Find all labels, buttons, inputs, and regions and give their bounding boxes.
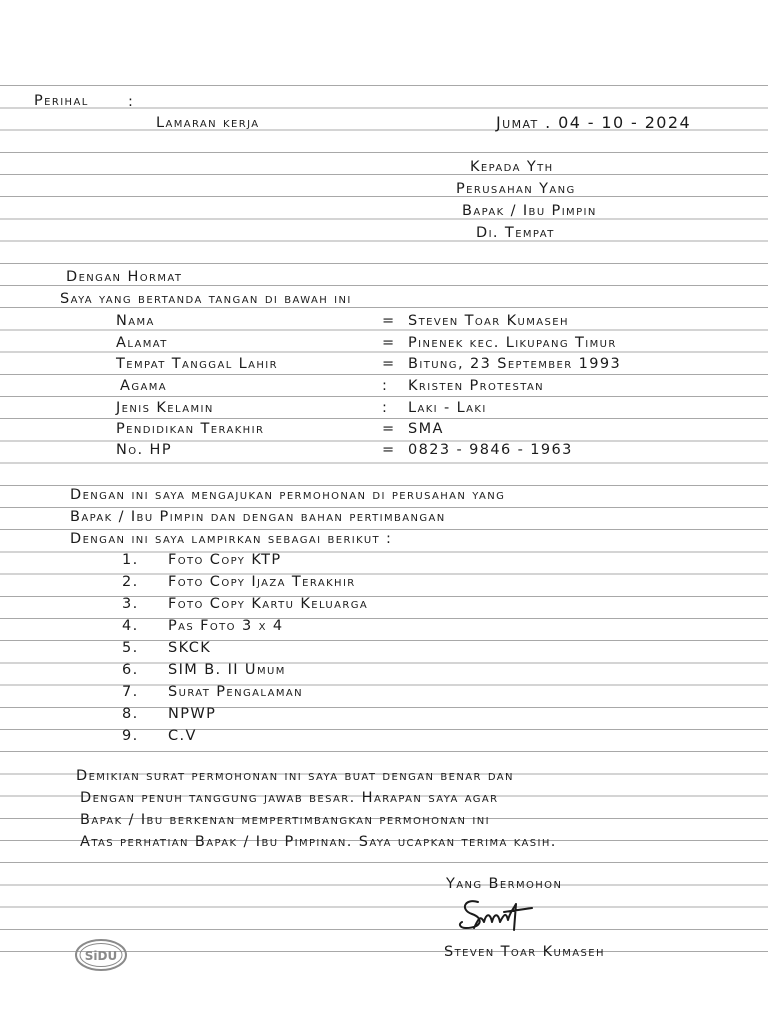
field-sep-agama: :	[382, 378, 389, 394]
closing-line-4: Atas perhatian Bapak / Ibu Pimpinan. Saya ucapkan terima kasih.	[80, 834, 557, 850]
body-line-1: Dengan ini saya mengajukan permohonan di perusahan yang	[70, 487, 506, 503]
signature-image	[456, 892, 546, 938]
recipient-line-4: Di. Tempat	[476, 225, 555, 241]
subject: Lamaran kerja	[156, 115, 260, 131]
attachment-no-9: 9.	[122, 728, 139, 744]
field-label-agama: Agama	[120, 378, 167, 394]
attachment-no-6: 6.	[122, 662, 139, 678]
attachment-no-5: 5.	[122, 640, 139, 656]
field-value-agama: Kristen Protestan	[408, 378, 545, 394]
field-sep-nama: =	[382, 313, 396, 329]
sidu-logo-text: SiDU	[84, 949, 118, 963]
field-label-nama: Nama	[116, 313, 155, 329]
attachment-text-5: SKCK	[168, 640, 212, 656]
closing-line-3: Bapak / Ibu berkenan mempertimbangkan permohonan ini	[80, 812, 491, 828]
perihal-label: Perihal	[34, 93, 89, 109]
attachment-no-8: 8.	[122, 706, 139, 722]
attachment-no-2: 2.	[122, 574, 139, 590]
sidu-logo-icon	[74, 938, 128, 972]
field-label-jenis-kelamin: Jenis Kelamin	[116, 400, 214, 416]
attachment-no-3: 3.	[122, 596, 139, 612]
field-sep-no-hp: =	[382, 442, 396, 458]
field-label-no-hp: No. HP	[116, 442, 172, 458]
field-value-no-hp: 0823 - 9846 - 1963	[408, 442, 573, 458]
signer-name: Steven Toar Kumaseh	[444, 944, 605, 960]
attachment-text-3: Foto Copy Kartu Keluarga	[168, 596, 369, 612]
field-value-jenis-kelamin: Laki - Laki	[408, 400, 487, 416]
attachment-no-4: 4.	[122, 618, 139, 634]
field-sep-jenis-kelamin: :	[382, 400, 389, 416]
attachment-text-1: Foto Copy KTP	[168, 552, 282, 568]
recipient-line-2: Perusahan Yang	[456, 181, 576, 197]
field-value-alamat: Pinenek kec. Likupang Timur	[408, 335, 617, 351]
field-sep-pendidikan: =	[382, 421, 396, 437]
body-line-2: Bapak / Ibu Pimpin dan dengan bahan pertimbangan	[70, 509, 446, 525]
field-label-pendidikan: Pendidikan Terakhir	[116, 421, 265, 437]
attachment-text-4: Pas Foto 3 x 4	[168, 618, 284, 634]
field-value-pendidikan: SMA	[408, 421, 444, 437]
attachment-text-7: Surat Pengalaman	[168, 684, 303, 700]
attachment-text-2: Foto Copy Ijaza Terakhir	[168, 574, 356, 590]
field-value-nama: Steven Toar Kumaseh	[408, 313, 569, 329]
field-sep-ttl: =	[382, 356, 396, 372]
intro: Saya yang bertanda tangan di bawah ini	[60, 291, 352, 307]
field-label-ttl: Tempat Tanggal Lahir	[116, 356, 279, 372]
field-label-alamat: Alamat	[116, 335, 168, 351]
sign-off: Yang Bermohon	[446, 876, 563, 892]
closing-line-2: Dengan penuh tanggung jawab besar. Harapan saya agar	[80, 790, 499, 806]
attachment-text-8: NPWP	[168, 706, 217, 722]
body-line-3: Dengan ini saya lampirkan sebagai berikut :	[70, 531, 393, 547]
attachment-text-9: C.V	[168, 728, 197, 744]
attachment-no-1: 1.	[122, 552, 139, 568]
perihal-separator: :	[128, 94, 135, 110]
recipient-line-3: Bapak / Ibu Pimpin	[462, 203, 597, 219]
letter-date: Jumat . 04 - 10 - 2024	[496, 113, 692, 132]
field-value-ttl: Bitung, 23 September 1993	[408, 356, 622, 372]
attachment-text-6: SIM B. II Umum	[168, 662, 286, 678]
closing-line-1: Demikian surat permohonan ini saya buat dengan benar dan	[76, 768, 514, 784]
greeting: Dengan Hormat	[66, 269, 183, 285]
field-sep-alamat: =	[382, 335, 396, 351]
recipient-line-1: Kepada Yth	[470, 159, 554, 175]
attachment-no-7: 7.	[122, 684, 139, 700]
